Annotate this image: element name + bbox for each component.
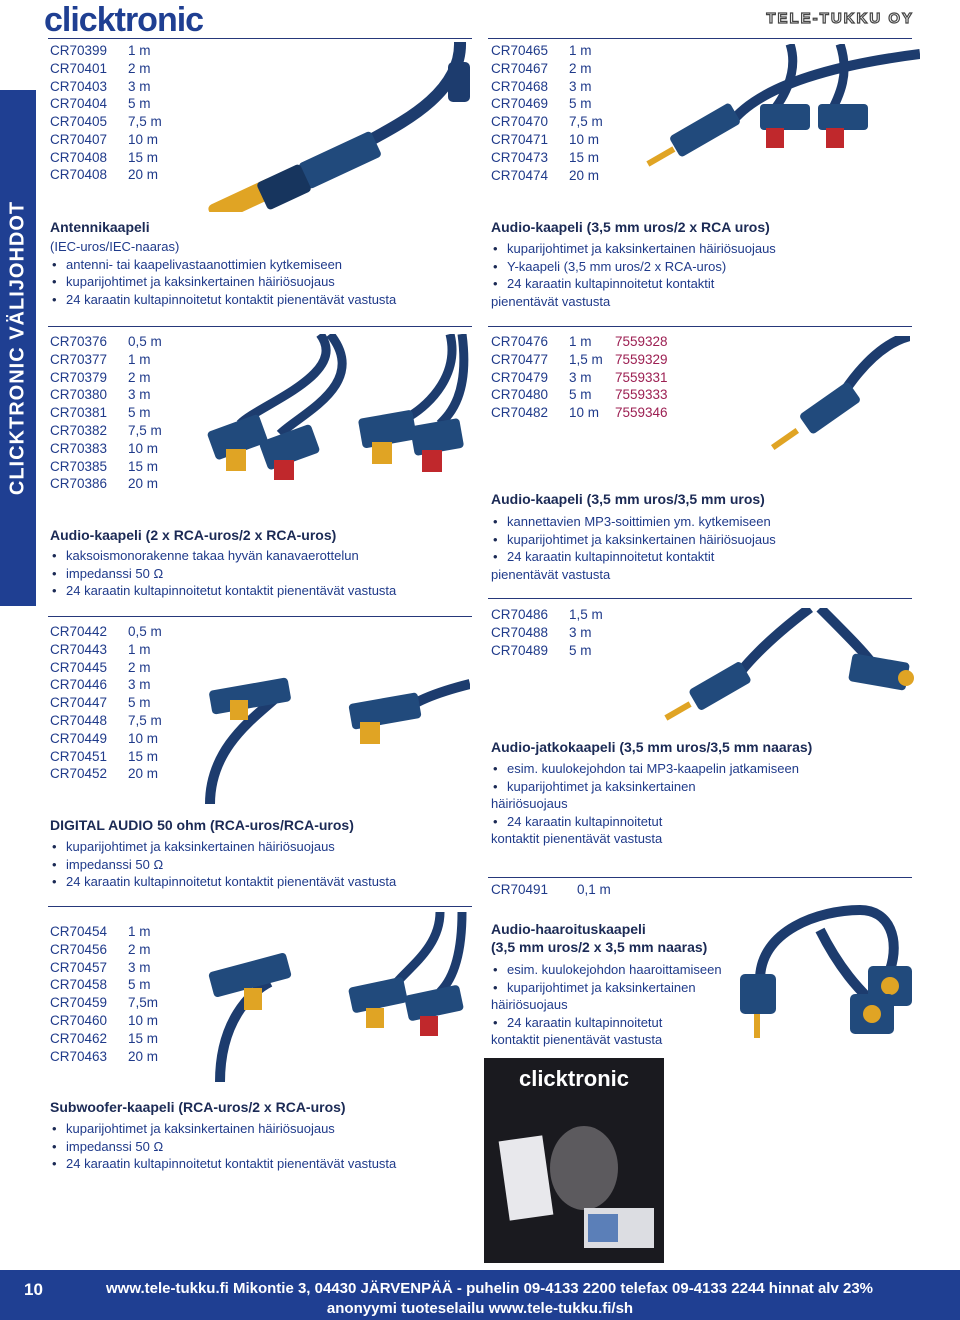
section-title: Audio-jatkokaapeli (3,5 mm uros/3,5 mm naaras): [491, 739, 813, 755]
code-row: CR70452 20 m: [50, 766, 159, 782]
jack-jack-cable-image: [760, 336, 910, 486]
code-row: CR70399 1 m: [50, 43, 151, 58]
code-row: CR70376 0,5 m: [50, 334, 162, 349]
poster-logo: clicktronic: [518, 1066, 630, 1091]
code-row: CR70408 15 m: [50, 149, 159, 165]
footer-contact: www.tele-tukku.fi Mikontie 3, 04430 JÄRVENPÄÄ - puhelin 09-4133 2200 telefax 09-4133 2244 hinnat alv 23%: [106, 1280, 873, 1297]
divider: [488, 598, 912, 599]
divider: [488, 38, 912, 39]
feature-list: • kaksoismonorakenne takaa hyvän kanavaerottelun • impedanssi 50 Ω • 24 karaatin kultapinnoitetut kontaktit pienentävät vastusta: [50, 547, 470, 600]
sidebar-band: [0, 90, 36, 606]
code-list-splitter: [491, 881, 627, 899]
code-row: CR70383 10 m: [50, 440, 159, 456]
code-row: CR70403 3 m: [50, 78, 151, 94]
feature-list: • kuparijohtimet ja kaksinkertainen häiriösuojaus • Y-kaapeli (3,5 mm uros/2 x RCA-uros) • 24 karaatin kultapinnoitetut kontaktit pienentävät vastusta: [491, 240, 911, 310]
code-list-digital: [50, 623, 208, 783]
code-row: CR70448 7,5 m: [50, 712, 162, 728]
extension-cable-image: [660, 608, 920, 738]
page-number: 10: [24, 1280, 43, 1299]
code-row: CR70458 5 m: [50, 977, 151, 993]
code-list-antenna-last: CR70408 20 m: [50, 167, 159, 182]
code-row: CR70382 7,5 m: [50, 422, 162, 438]
code-list-rca2: [50, 333, 208, 493]
code-row: CR70401 2 m: [50, 60, 151, 76]
feature-list: (IEC-uros/IEC-naaras) • antenni- tai kaapelivastaanottimien kytkemiseen • kuparijohtimet ja kaksinkertainen häiriösuojaus • 24 karaatin kultapinnoitetut kontaktit pienentävät vastusta: [50, 238, 470, 308]
section-title: Audio-haaroituskaapeli: [491, 921, 646, 937]
sidebar-label: CLICKTRONIC VÄLIJOHDOT: [6, 200, 29, 496]
code-row: CR70480 5 m 7559333: [491, 387, 668, 403]
feature-list: • kuparijohtimet ja kaksinkertainen häiriösuojaus • impedanssi 50 Ω • 24 karaatin kultapinnoitetut kontaktit pienentävät vastusta: [50, 1120, 470, 1173]
divider: [48, 616, 472, 617]
code-row: CR70459 7,5m: [50, 995, 159, 1011]
code-row: CR70456 2 m: [50, 941, 151, 957]
code-row: CR70404 5 m: [50, 96, 151, 112]
code-row: CR70381 5 m: [50, 405, 151, 421]
code-row: CR70463 20 m: [50, 1048, 159, 1064]
logo-text: clicktronic: [44, 4, 204, 36]
code-row: CR70468 3 m: [491, 78, 592, 94]
jack-rca-cable-image: [640, 44, 920, 204]
code-row: CR70477 1,5 m 7559329: [491, 351, 668, 367]
code-row: CR70446 3 m: [50, 677, 151, 693]
divider: [48, 38, 472, 39]
code-row: CR70457 3 m: [50, 959, 151, 975]
code-row: CR70469 5 m: [491, 96, 592, 112]
feature-list: • esim. kuulokejohdon tai MP3-kaapelin jatkamiseen • kuparijohtimet ja kaksinkertainen häiriösuojaus • 24 karaatin kultapinnoitetut kontaktit pienentävät vastusta: [491, 760, 911, 848]
code-row: CR70377 1 m: [50, 351, 151, 367]
feature-list: • esim. kuulokejohdon haaroittamiseen • kuparijohtimet ja kaksinkertainen häiriösuojaus • 24 karaatin kultapinnoitetut kontaktit pienentävät vastusta: [491, 961, 911, 1049]
rca-stereo-cable-image: [200, 334, 470, 514]
divider: [488, 877, 912, 878]
footer-bar: [0, 1270, 960, 1320]
tele-tukku-logo: [736, 8, 916, 26]
subwoofer-cable-image: [200, 912, 470, 1082]
code-row: CR70479 3 m 7559331: [491, 369, 668, 385]
digital-rca-cable-image: [200, 624, 470, 804]
section-title: Subwoofer-kaapeli (RCA-uros/2 x RCA-uros): [50, 1099, 346, 1115]
code-row: CR70488 3 m: [491, 624, 592, 640]
code-list-jack-rca: [491, 42, 619, 184]
code-row: CR70486 1,5 m: [491, 607, 603, 622]
splitter-cable-image: [700, 890, 920, 1040]
code-row: CR70462 15 m: [50, 1030, 159, 1046]
code-row: CR70465 1 m: [491, 43, 592, 58]
code-row: CR70445 2 m: [50, 659, 151, 675]
divider: [488, 326, 912, 327]
code-row: CR70407 10 m: [50, 131, 159, 147]
feature-list: • kuparijohtimet ja kaksinkertainen häiriösuojaus • impedanssi 50 Ω • 24 karaatin kultapinnoitetut kontaktit pienentävät vastusta: [50, 838, 470, 891]
brand-right-text: TELE-TUKKU OY: [766, 10, 914, 26]
code-row: CR70467 2 m: [491, 60, 592, 76]
code-row: CR70474 20 m: [491, 167, 600, 183]
code-row: CR70473 15 m: [491, 149, 600, 165]
code-row: CR70489 5 m: [491, 642, 592, 658]
code-row: CR70443 1 m: [50, 641, 151, 657]
product-poster: [484, 1058, 664, 1263]
footer-link[interactable]: anonyymi tuoteselailu www.tele-tukku.fi/sh: [326, 1300, 634, 1317]
code-row: CR70460 10 m: [50, 1012, 159, 1028]
code-row: CR70491 0,1 m: [491, 882, 611, 897]
code-row: CR70385 15 m: [50, 458, 159, 474]
code-row: CR70470 7,5 m: [491, 114, 603, 130]
section-title: Antennikaapeli: [50, 219, 150, 235]
code-list-jack-jack: [491, 333, 668, 422]
code-row: CR70447 5 m: [50, 695, 151, 711]
section-title: DIGITAL AUDIO 50 ohm (RCA-uros/RCA-uros): [50, 817, 354, 833]
section-title: Audio-kaapeli (3,5 mm uros/2 x RCA uros): [491, 219, 770, 235]
antenna-cable-image: [200, 42, 470, 212]
code-row: CR70471 10 m: [491, 131, 600, 147]
code-list-antenna: [50, 42, 178, 167]
code-list-subwoofer: [50, 923, 208, 1065]
code-row: CR70449 10 m: [50, 730, 159, 746]
section-title: Audio-kaapeli (3,5 mm uros/3,5 mm uros): [491, 491, 765, 507]
code-row: CR70476 1 m 7559328: [491, 334, 668, 349]
code-list-extension: [491, 606, 619, 659]
code-row: CR70442 0,5 m: [50, 624, 162, 639]
code-row: CR70451 15 m: [50, 748, 159, 764]
divider: [48, 326, 472, 327]
code-row: CR70454 1 m: [50, 924, 151, 939]
code-row: CR70380 3 m: [50, 387, 151, 403]
clicktronic-logo: [44, 4, 260, 36]
section-title: Audio-kaapeli (2 x RCA-uros/2 x RCA-uros): [50, 527, 337, 543]
divider: [48, 906, 472, 907]
code-row: CR70482 10 m 7559346: [491, 405, 668, 421]
code-row: CR70405 7,5 m: [50, 114, 162, 130]
code-row: CR70386 20 m: [50, 476, 159, 492]
feature-list: • kannettavien MP3-soittimien ym. kytkemiseen • kuparijohtimet ja kaksinkertainen häiriösuojaus • 24 karaatin kultapinnoitetut kontaktit pienentävät vastusta: [491, 513, 911, 583]
section-subtitle: (3,5 mm uros/2 x 3,5 mm naaras): [491, 939, 708, 955]
code-row: CR70379 2 m: [50, 369, 151, 385]
